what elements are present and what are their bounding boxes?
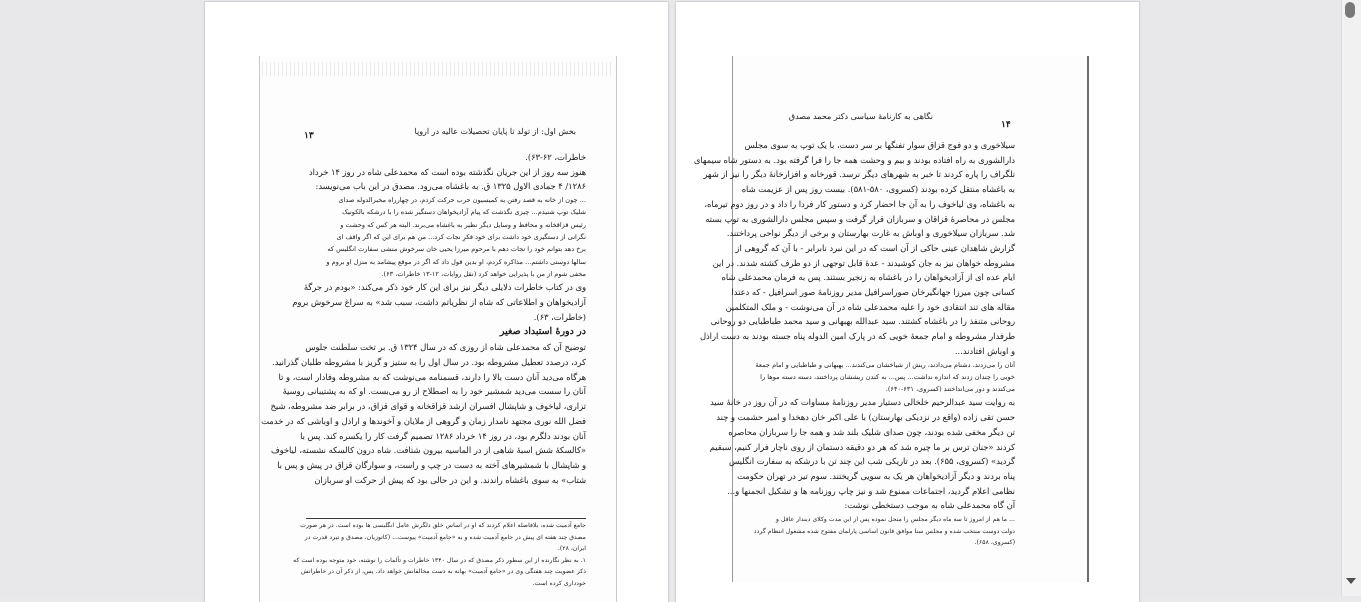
text-line: پناه بردند و دیگر آزادیخواهان هر یک به سویی گریختند. سوم تیر در تهران حکومت [737,470,1015,481]
text-line: شتاب» به سوی باغشاه راندند. و این در حالی بود که پیش از حرکت او سربازان [314,474,586,485]
scroll-down-arrow-icon[interactable] [1346,578,1356,584]
footnotes [747,514,1015,549]
text-line: ۱۲۸۶/ ۴ جمادی الاول ۱۳۲۵ ق. به باغشاه می‌رود. مصدق در این باب می‌نویسد: [315,181,586,192]
scanned-page-image [259,56,617,602]
body-text [261,150,586,487]
text-line: ایام عده ای از آزادیخواهان را در باغشاه به زنجیر بستند. پس به فرمان محمدعلی شاه [721,272,1015,283]
text-line: تزاری، لیاخوف و شاپشال افسران ارشد قزاقخانه و قوای قزاق، در برابر ضد مشروطه، شیخ [270,401,586,412]
text-line: به روایت سید عبدالرحیم خلخالی دستیار مدیر روزنامهٔ مساوات که در آن روز در خانهٔ سید [709,397,1015,408]
text-line: توضیح آن که محمدعلی شاه از روزی که در سال ۱۳۲۴ ق. بر تخت سلطنت جلوس [305,342,586,353]
text-line: به باغشاه، وی لیاخوف را به آن جا احضار کرد و دستور کار فردا را داد و در روز دوم تیرماه، [704,198,1015,209]
text-line: مجلس در محاصرهٔ قزاقان و سربازان قرار گرفت و سپس مجلس دارالشوری به توپ بسته [705,213,1015,224]
footnote-line: (کسروی، ۶۵۸). [974,539,1015,546]
text-line: هرگاه می‌دید آنان دست بالا را دارند، قسمنامه می‌نوشت که به مشروطه وفادار است، و تا [278,371,586,382]
text-line: حسن تقی زاده (واقع در نزدیکی بهارستان) با علی اکبر خان دهخدا و امیر حشمت و چند [716,412,1015,423]
text-line: آنان بودند دلگرم بود، در روز ۱۴ خرداد ۱۲۸۶ تصمیم گرفت کار را یکسره کند. پس با [300,430,586,441]
page-number: ۱۴ [1001,120,1011,130]
page-number: ۱۳ [304,131,314,141]
footnote-line: ۱. به نظر نگارنده از این سطور ذکر مصدق که در سال ۱۳۴۰ خاطرات و تألمات را نوشته، خود متوجه بوده است که [293,556,586,564]
scanned-page-image [693,56,1089,582]
text-line: مخفی شوم از من با پذیرایی خواهد کرد (نقل روایات، ۱۲-۱۳ خاطرات، ۶۳). [381,269,586,278]
footnote-rule [306,518,586,519]
body-text [693,138,1015,513]
text-line: نظامی اعلام گردید، اجتماعات ممنوع شد و نیز چاپ روزنامه ها و تشکیل انجمنها و... [727,485,1015,496]
text-line: مشروطه خواهان نیز به جان کوشیدند - عدهٔ قابل توجهی از دو طرف کشته شدند. در این [712,257,1015,268]
vertical-scrollbar[interactable] [1341,0,1361,596]
text-line: آن گاه محمدعلی شاه به موجب دستخطی نوشت: [844,500,1015,511]
text-line: سیلاخوری و دو فوج قزاق سوار تفنگها بر سر دست، با یک توپ به سوی مجلس [744,140,1015,150]
text-line: خویی را چندان زدند که اندازه نداشت... پس... به کندن ریششان پرداختند، دسته دسته موها را [760,372,1015,381]
scrollbar-thumb[interactable] [1345,2,1355,18]
text-line: تلگراف را پاره کردند تا خبر به شهرهای دیگر نرسد. قورخانه و افزارخانهٔ دیگر را نیز از شهر [703,169,1015,180]
section-heading: در دورهٔ استبداد صغیر [499,326,586,338]
text-line: برخ دهد بتوانم خود را نجات دهم با مرحوم میرزا یحیی خان سرخوش منشی سفارت انگلیس که [327,245,586,254]
text-line: شلیک توپ شنیدم... چیزی نگذشت که پیام آزادیخواهان دستگیر شده را با درشکه بالکونیک [342,208,586,217]
text-line: سالها دوستی داشتم... مذاکره کردم، او بدین قول داد که اگر در موقع پیشامد به منزل او بروم و [326,257,586,266]
footnote-line: ذکر عضویت چند هفتگی وی در «جامع آدمیت» بهانه به دست مخالفانش خواهد داد. پس، از ذکر آن در خاطراتش [300,568,586,575]
running-header: بخش اول: از تولد تا پایان تحصیلات عالیه در اروپا [414,127,576,136]
text-line: به باغشاه منتقل کرده بودند (کسروی، ۵۸۰-۵۸۱). بیست روز پس از عزیمت شاه [741,184,1015,195]
document-page-right [676,2,1139,602]
text-line: طرفدار مشروطه و امام جمعهٔ خویی که در پارک امین الدوله پناه جسته بودند به دست اراذل [699,331,1015,342]
text-line: گزارش شاهدان عینی حاکی از آن است که در این نبرد نابرابر - با آن که گروهی از [735,242,1015,253]
footnote-line: دولت دوست منتخب شده و مجلس سنا موافق قانون اساسی پارلمان مفتوح شده مشغول انتظام گردد [753,527,1015,535]
text-line: آزادیخواهان و اطلاعاتی که شاه از نظریاتم داشت، سبب شد» به سراغ سرخوش بروم [292,296,586,307]
text-line: کسانی چون میرزا جهانگیرخان صوراسرافیل مدیر روزنامهٔ صور اسرافیل - که دعتدا [731,287,1015,298]
text-line: روحانی متنفذ را در باغشاه کشتند. سید عبدالله بهبهانی و سید محمد طباطبایی دو روحانی [710,316,1015,327]
text-line: خاطرات، ۶۲-۶۳). [525,152,586,162]
running-header: نگاهی به کارنامهٔ سیاسی دکتر محمد مصدق [788,112,933,121]
text-line: «کالسکهٔ شش اسبهٔ شاهی از در الماسیه بیرون شتافت. شاه درون کالسکه نشسته، لیاخوف [271,445,586,456]
text-line: گردید» (کسروی، ۶۵۵). بعد در تاریکی شب این چند تن با درشکه به سفارت انگلیس [729,456,1015,467]
footnote-line: ایران، ۲۸). [557,545,586,552]
text-line: آنان را می‌زدند، دشنام می‌دادند، ریش از شیاخشان می‌کندند... بهبهانی و طباطبایی و امام جمعهٔ [755,360,1015,369]
text-line: آنان را سست می‌دید شمشیر خود را به اصطلاح از رو می‌بست. او که به پشتیبانی روسیهٔ [282,386,586,397]
footnote-line: ... ما هم از امروز تا سه ماه دیگر مجلس را منحل نموده پس از این مدت وکلای دیندار عاقل و [776,516,1015,523]
text-line: نگرانی از دستگیری خود داشت برای خود فکرِ نجات کرد... من هم برای این که اگر واقف ای [336,233,586,241]
text-line: شد. سربازان سیلاخوری و اوباش به غارت بهارستان و برخی از دیگر نواحی پرداختند. [726,228,1015,239]
text-line: تن دیگر مخفی شده بودند، چون صدای شلیک بلند شد و همه جا را سربازان محاصره [728,426,1015,437]
text-line: مقاله های تند انتقادی خود را علیه محمدعلی شاه در آن می‌نوشت - و ملک المتکلمین [725,301,1015,312]
footnote-line: جامع آدمیت شده، بلافاصله اعلام کردند که او در اساس خلق دلگرش عامل انگلیسی ها بوده است. در هر صورت [300,522,586,529]
document-page-left [205,2,668,602]
footnotes [293,520,586,589]
text-line: (خاطرات، ۶۳). [533,311,586,322]
text-line: فضل الله نوری مجتهد نامدار زمان و گروهی از ملایان و آخوندها و اراذل و اوباشی که در خدمت [261,415,586,426]
text-line: رئیس قزاقخانه و محافظ و وسایل دیگر نظیر به باغشاه می‌برند. البته هر کس که وحشت و [340,220,586,229]
footnote-line: خودداری کرده است. [532,579,586,587]
footnote-line: مصدق چند هفته ای پیش در جامع آدمیت شده و به «جامع آدمیت» پیوست... (کاتوزیان، مصدق و تبرد قدرت در [304,533,586,541]
scan-artifact [262,62,614,76]
text-line: کرد، درصدد تعطیل مشروطه بود. در سال اول را به ستیز و گریز با مشروطه طلبان گذرانید. [271,357,586,367]
text-line: کردند «جنان ترس بر ما چیره شد که هر دو دقیقه دستمان از روی ناچار فرار کنیم، سبقیم [709,441,1015,452]
text-line: و اوباش افتادند... [954,345,1015,356]
text-line: ... چون از خانه به قصد رفتن به کمیسیون حرب حرکت کردم، در چهارراه مخبرالدوله صدای [338,196,586,205]
text-line: می‌کندند و دور می‌انداختند (کسروی، ۶۳۱-۶۴۰). [885,385,1015,394]
text-line: وی در کتاب خاطرات دلایلی دیگر نیز برای این کار خود ذکر می‌کند: «بودم در جرگهٔ [303,282,586,293]
text-line: دارالشوری به راه افتاده بودند و بیم و وحشت همه جا را فرا گرفته بود. به دستور شاه سیمهای [693,154,1015,165]
text-line: و شاپشال با شمشیرهای آخته به دست در چپ و راست، و سوارگان قزاق در پیش و پس با [277,459,586,470]
text-line: هنوز سه روز از این جریان نگذشته بوده است که محمدعلی شاه در روز ۱۴ خرداد [308,166,586,177]
